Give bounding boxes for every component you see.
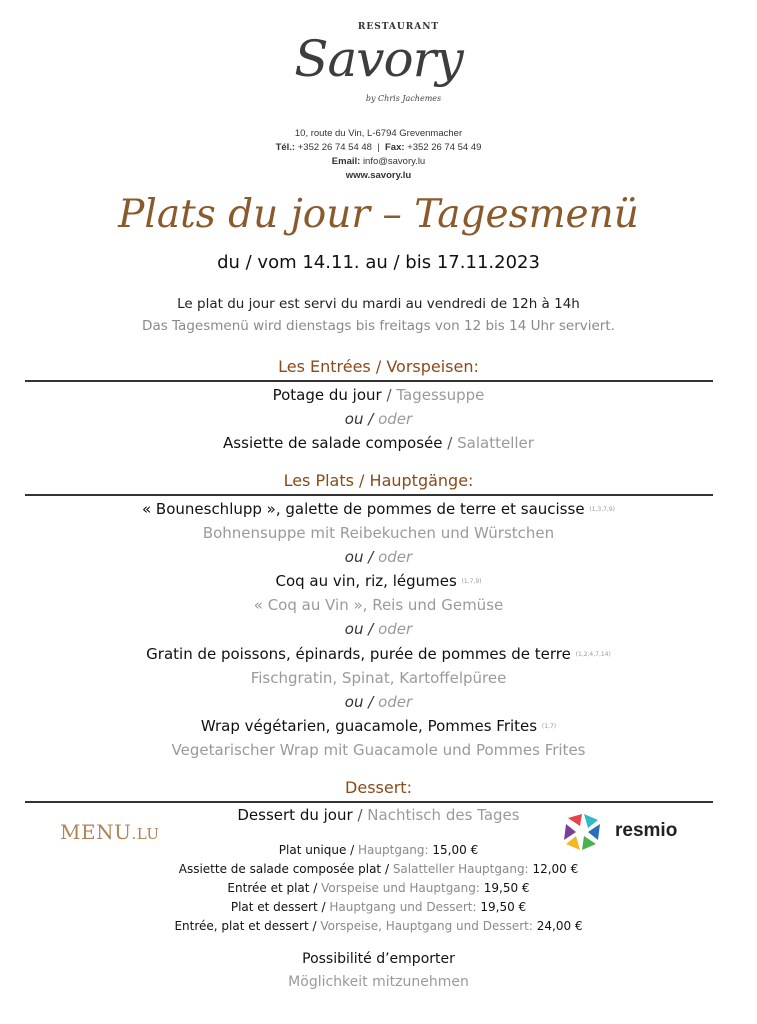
allergen-codes: (1,2,4,7,14) [575, 651, 611, 658]
fax-label: Fax: [385, 142, 405, 153]
menu-item: Dessert du jour / Nachtisch des Tages [237, 806, 520, 824]
email-link[interactable]: info@savory.lu [362, 156, 426, 167]
section-title-dessert: Dessert: [345, 778, 412, 797]
or-separator: ou / oder [344, 410, 413, 428]
menu-lu-logo: MENU.LU [60, 820, 160, 844]
allergen-codes: (1,3,7,9) [589, 506, 616, 513]
date-range [0, 252, 757, 273]
section-divider [25, 801, 713, 803]
tel-label: Tél.: [275, 142, 296, 153]
price-row: Entrée et plat / Vorspeise und Hauptgang: 19,50 € [227, 881, 530, 895]
takeaway-fr: Possibilité d’emporter [302, 951, 455, 967]
tel-number: +352 26 74 54 48 [297, 142, 372, 153]
served-info-fr: Le plat du jour est servi du mardi au vendredi de 12h à 14h [177, 296, 580, 312]
contact-block [0, 127, 757, 183]
email-line [0, 155, 757, 169]
or-separator: ou / oder [344, 693, 413, 711]
date-to: 17.11.2023 [436, 252, 540, 273]
menu-item: Assiette de salade composée / Salatteller [223, 434, 534, 452]
section-title-entrees: Les Entrées / Vorspeisen: [278, 357, 479, 376]
email-label: Email: [331, 156, 361, 167]
website-link[interactable]: www.savory.lu [345, 170, 412, 181]
price-row: Plat et dessert / Hauptgang und Dessert: 19,50 € [230, 900, 527, 914]
restaurant-logo [0, 22, 757, 112]
menu-item-translation: Vegetarischer Wrap mit Guacamole und Pommes Frites [171, 741, 586, 759]
menu-item: Gratin de poissons, épinards, purée de pommes de terre (1,2,4,7,14) [146, 645, 611, 663]
section-divider [25, 494, 713, 496]
menu-item: Potage du jour / Tagessuppe [272, 386, 485, 404]
menu-item: Wrap végétarien, guacamole, Pommes Frites (1,7) [200, 717, 557, 735]
date-prefix: du / vom [217, 252, 297, 273]
menu-item-translation: « Coq au Vin », Reis und Gemüse [253, 596, 504, 614]
menu-item: « Bouneschlupp », galette de pommes de terre et saucisse (1,3,7,9) [141, 500, 616, 518]
logo-savory-wordmark: Savory [294, 30, 463, 88]
page-title: Plats du jour – Tagesmenü [118, 192, 639, 237]
logo-byline: by Chris Jachemes [365, 94, 442, 103]
price-row: Plat unique / Hauptgang: 15,00 € [278, 843, 479, 857]
section-divider [25, 380, 713, 382]
resmio-logo-text: resmio [615, 820, 678, 841]
address: 10, route du Vin, L-6794 Grevenmacher [294, 128, 463, 139]
served-info-de: Das Tagesmenü wird dienstags bis freitags von 12 bis 14 Uhr serviert. [142, 318, 615, 334]
or-separator: ou / oder [344, 548, 413, 566]
menu-item-translation: Fischgratin, Spinat, Kartoffelpüree [250, 669, 507, 687]
section-title-plats: Les Plats / Hauptgänge: [283, 471, 474, 490]
takeaway-de: Möglichkeit mitzunehmen [288, 974, 469, 990]
price-row: Entrée, plat et dessert / Vorspeise, Hauptgang und Dessert: 24,00 € [174, 919, 583, 933]
date-middle: au / bis [365, 252, 432, 273]
allergen-codes: (1,7) [541, 723, 557, 730]
allergen-codes: (1,7,9) [461, 578, 482, 585]
menu-item-translation: Bohnensuppe mit Reibekuchen und Würstchen [202, 524, 555, 542]
price-row: Assiette de salade composée plat / Salatteller Hauptgang: 12,00 € [178, 862, 579, 876]
menu-item: Coq au vin, riz, légumes (1,7,9) [275, 572, 482, 590]
or-separator: ou / oder [344, 620, 413, 638]
logo-restaurant-label: RESTAURANT [357, 22, 440, 32]
fax-number: +352 26 74 54 49 [407, 142, 482, 153]
date-from: 14.11. [302, 252, 360, 273]
phone-fax-line: Tél.: +352 26 74 54 48 | Fax: +352 26 74 54 49 [275, 142, 482, 153]
